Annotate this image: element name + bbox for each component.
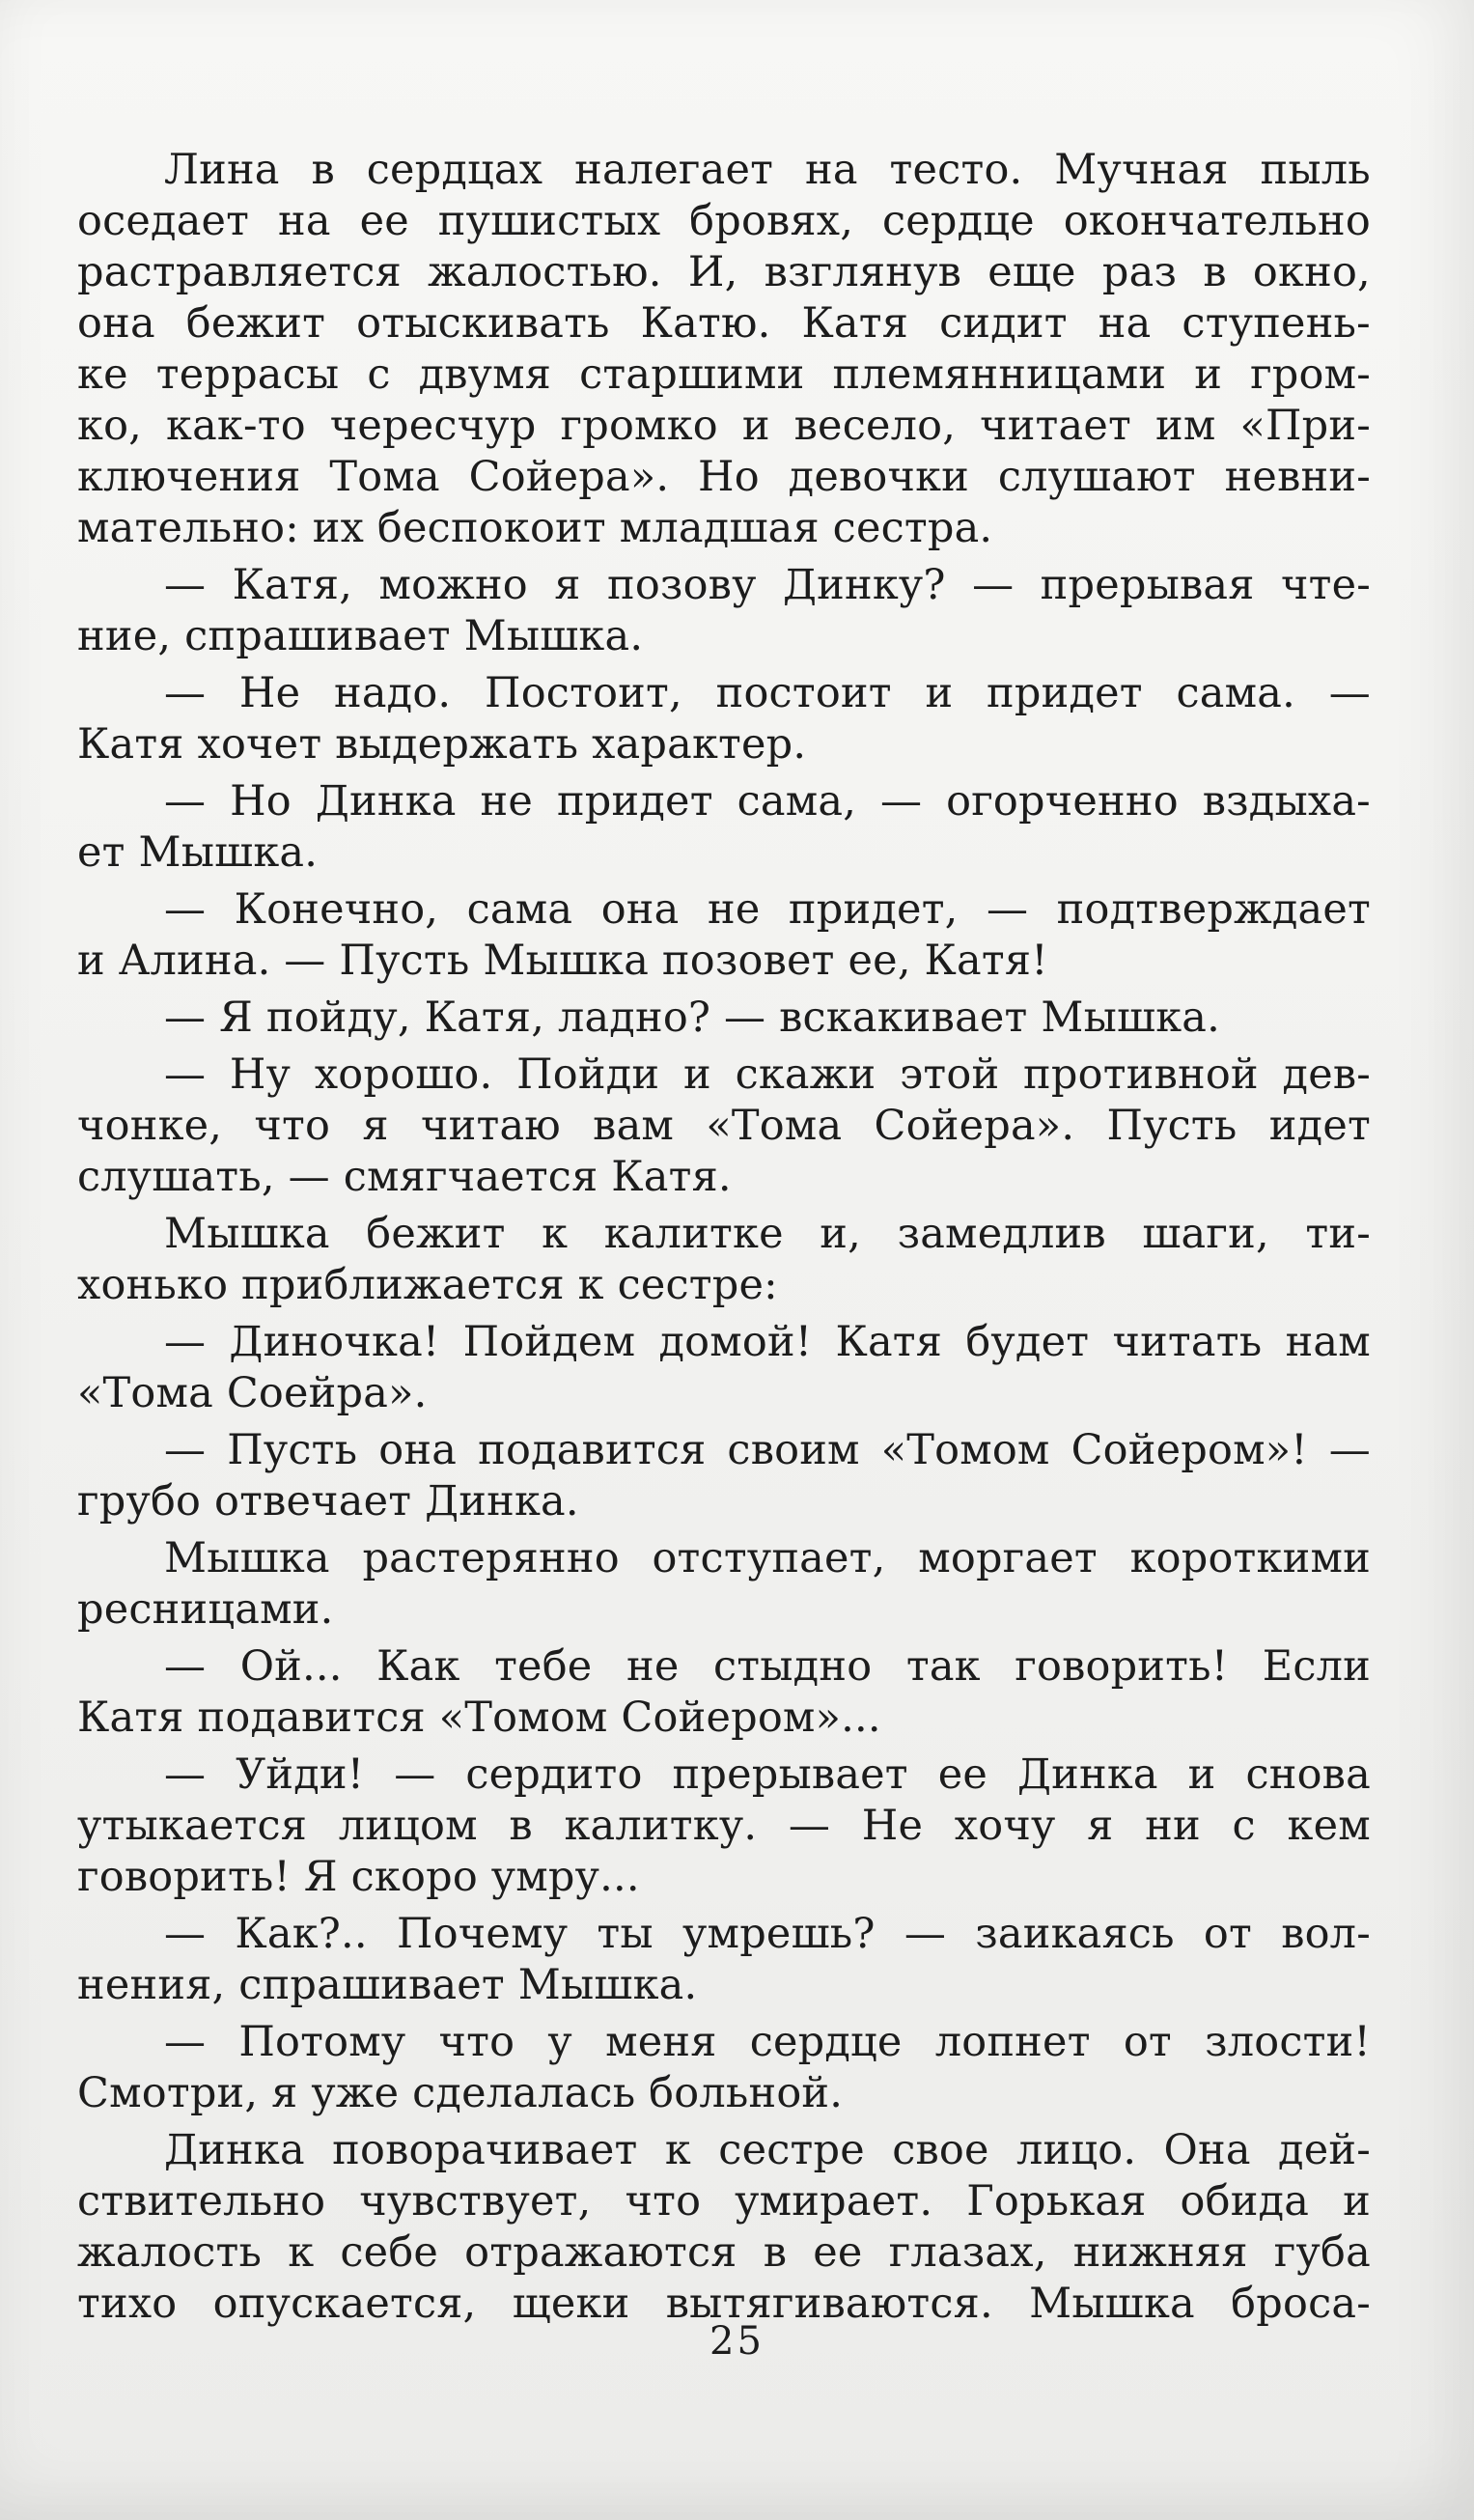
text-line: — Диночка! Пойдем домой! Катя будет читать нам	[164, 1318, 1371, 1366]
text-line: — Пусть она подавится своим «Томом Сойером»! —	[164, 1426, 1371, 1474]
text-line: ствительно чувствует, что умирает. Горькая обида и	[77, 2177, 1371, 2226]
paragraph	[77, 1533, 1371, 1636]
text-line: — Не надо. Постоит, постоит и придет сама. —	[164, 669, 1371, 717]
text-line: — Конечно, сама она не придет, — подтверждает	[164, 885, 1371, 934]
text-line: чонке, что я читаю вам «Тома Сойера». Пусть идет	[77, 1102, 1371, 1150]
text-line: мательно: их беспокоит младшая сестра.	[77, 504, 993, 552]
text-line: тихо опускается, щеки вытягиваются. Мышка броса-	[77, 2280, 1371, 2328]
text-line: и Алина. — Пусть Мышка позовет ее, Катя!	[77, 937, 1048, 985]
text-line: ко, как-то чересчур громко и весело, читает им «При-	[77, 402, 1371, 450]
text-line: Катя хочет выдержать характер.	[77, 720, 807, 769]
paragraph	[77, 560, 1371, 662]
text-line: Катя подавится «Томом Сойером»...	[77, 1694, 881, 1742]
text-line: — Катя, можно я позову Динку? — прерывая чте-	[164, 561, 1371, 609]
text-line: — Уйди! — сердито прерывает ее Динка и снова	[164, 1750, 1371, 1799]
text-line: Смотри, я уже сделалась больной.	[77, 2069, 844, 2117]
text-line: Мышка растерянно отступает, моргает короткими	[164, 1534, 1371, 1582]
text-line: ключения Тома Сойера». Но девочки слушают невни-	[77, 453, 1371, 501]
text-line: утыкается лицом в калитку. — Не хочу я ни с кем	[77, 1802, 1371, 1850]
text-line: — Ну хорошо. Пойди и скажи этой противной дев-	[164, 1050, 1371, 1099]
paragraph	[77, 776, 1371, 879]
text-line: хонько приближается к сестре:	[77, 1261, 778, 1309]
paragraph	[77, 1641, 1371, 1744]
paragraph	[77, 145, 1371, 554]
text-line: говорить! Я скоро умру...	[77, 1853, 640, 1901]
text-line: нения, спрашивает Мышка.	[77, 1961, 698, 2009]
paragraph	[77, 668, 1371, 770]
paragraph	[77, 1425, 1371, 1527]
text-line: растравляется жалостью. И, взглянув еще раз в окно,	[77, 248, 1371, 296]
paragraph	[77, 2017, 1371, 2119]
paragraph	[77, 1209, 1371, 1311]
text-line: — Ой... Как тебе не стыдно так говорить! Если	[164, 1642, 1371, 1691]
text-line: грубо отвечает Динка.	[77, 1477, 579, 1526]
paragraph	[77, 993, 1371, 1044]
text-line: — Потому что у меня сердце лопнет от злости!	[164, 2018, 1371, 2066]
text-line: Мышка бежит к калитке и, замедлив шаги, ти-	[164, 1210, 1371, 1258]
paragraph	[77, 1050, 1371, 1203]
text-line: ке террасы с двумя старшими племянницами и гром-	[77, 350, 1371, 399]
paragraph	[77, 884, 1371, 987]
text-line: ресницами.	[77, 1585, 334, 1634]
paragraph	[77, 1909, 1371, 2011]
page-number: 25	[709, 2319, 765, 2364]
text-line: жалость к себе отражаются в ее глазах, нижняя губа	[77, 2228, 1371, 2277]
text-line: — Как?.. Почему ты умрешь? — заикаясь от вол-	[164, 1910, 1371, 1958]
text-line: Лина в сердцах налегает на тесто. Мучная пыль	[164, 146, 1371, 194]
text-line: она бежит отыскивать Катю. Катя сидит на ступень-	[77, 299, 1371, 348]
paragraph	[77, 2125, 1371, 2330]
text-line: «Тома Соейра».	[77, 1369, 428, 1417]
text-line: Динка поворачивает к сестре свое лицо. Она дей-	[164, 2126, 1371, 2174]
body-text	[77, 145, 1371, 2330]
text-line: — Я пойду, Катя, ладно? — вскакивает Мышка.	[164, 994, 1221, 1042]
text-line: оседает на ее пушистых бровях, сердце окончательно	[77, 197, 1371, 245]
paragraph	[77, 1317, 1371, 1419]
text-line: ние, спрашивает Мышка.	[77, 612, 644, 660]
text-line: — Но Динка не придет сама, — огорченно вздыха-	[164, 777, 1371, 826]
text-line: слушать, — смягчается Катя.	[77, 1153, 732, 1201]
text-line: ет Мышка.	[77, 828, 319, 877]
paragraph	[77, 1750, 1371, 1903]
